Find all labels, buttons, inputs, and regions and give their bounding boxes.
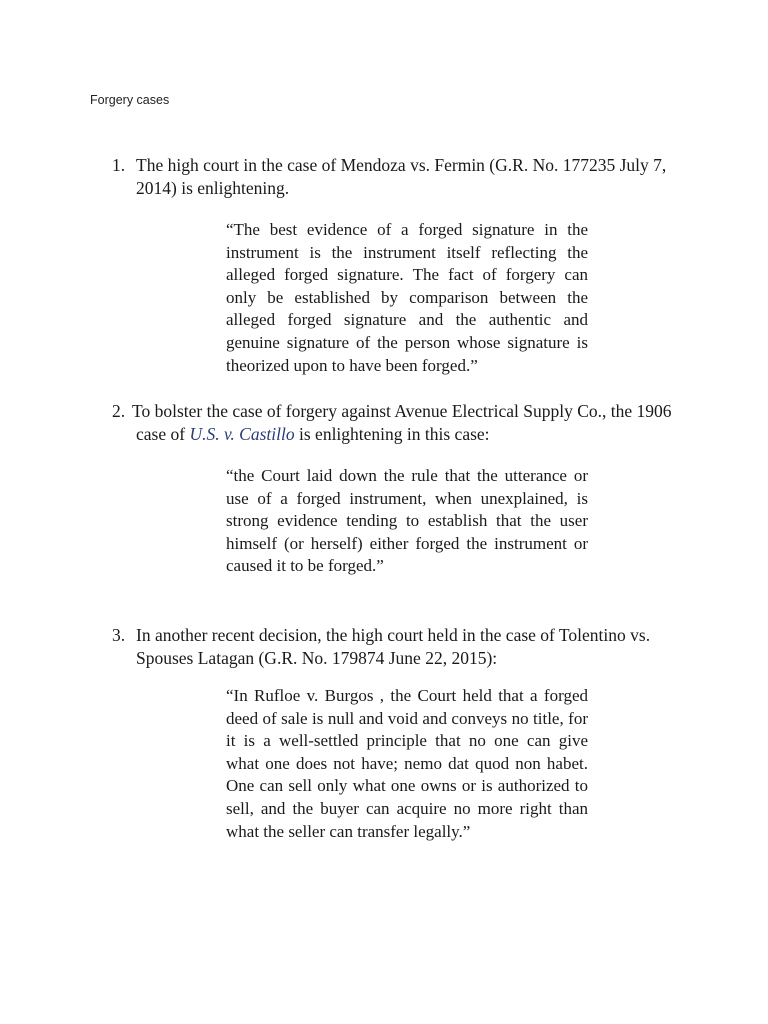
list-item-2 — [112, 400, 692, 446]
case-citation-castillo: U.S. v. Castillo — [189, 424, 295, 444]
list-number-2: 2. — [112, 401, 126, 421]
list-item-1 — [112, 154, 692, 200]
list-text-1: The high court in the case of Mendoza vs. Fermin (G.R. No. 177235 July 7, 2014) is enlightening. — [136, 155, 667, 198]
list-text-2-end: is enlightening in this case: — [294, 424, 490, 444]
block-quote-3: “In Rufloe v. Burgos , the Court held that a forged deed of sale is null and void and conveys no title, for it is a well-settled principle that no one can give what one does not have; nemo dat quod non habet. One can sell only what one owns or is authorized to sell, and the buyer can acquire no more right than what the seller can transfer legally.” — [226, 686, 588, 841]
block-quote-2: “the Court laid down the rule that the utterance or use of a forged instrument, when unexplained, is strong evidence tending to establish that the user himself (or herself) either forged the instrument or caused it to be forged.” — [226, 466, 588, 576]
document-heading: Forgery cases — [90, 93, 170, 107]
list-text-2 — [132, 400, 692, 446]
list-number-3: 3. — [112, 625, 126, 645]
list-text-2-start: To bolster the case of forgery against Avenue Electrical Supply Co., the 1906 case of — [132, 401, 672, 444]
list-number-1: 1. — [112, 155, 126, 175]
block-quote-1: “The best evidence of a forged signature in the instrument is the instrument itself reflecting the alleged forged signature. The fact of forgery can only be established by comparison between the alleged forged signature and the authentic and genuine signature of the person whose signature is theorized upon to have been forged.” — [226, 220, 588, 375]
list-text-3: In another recent decision, the high court held in the case of Tolentino vs. Spouses Latagan (G.R. No. 179874 June 22, 2015): — [136, 625, 651, 668]
list-item-3 — [112, 624, 692, 670]
